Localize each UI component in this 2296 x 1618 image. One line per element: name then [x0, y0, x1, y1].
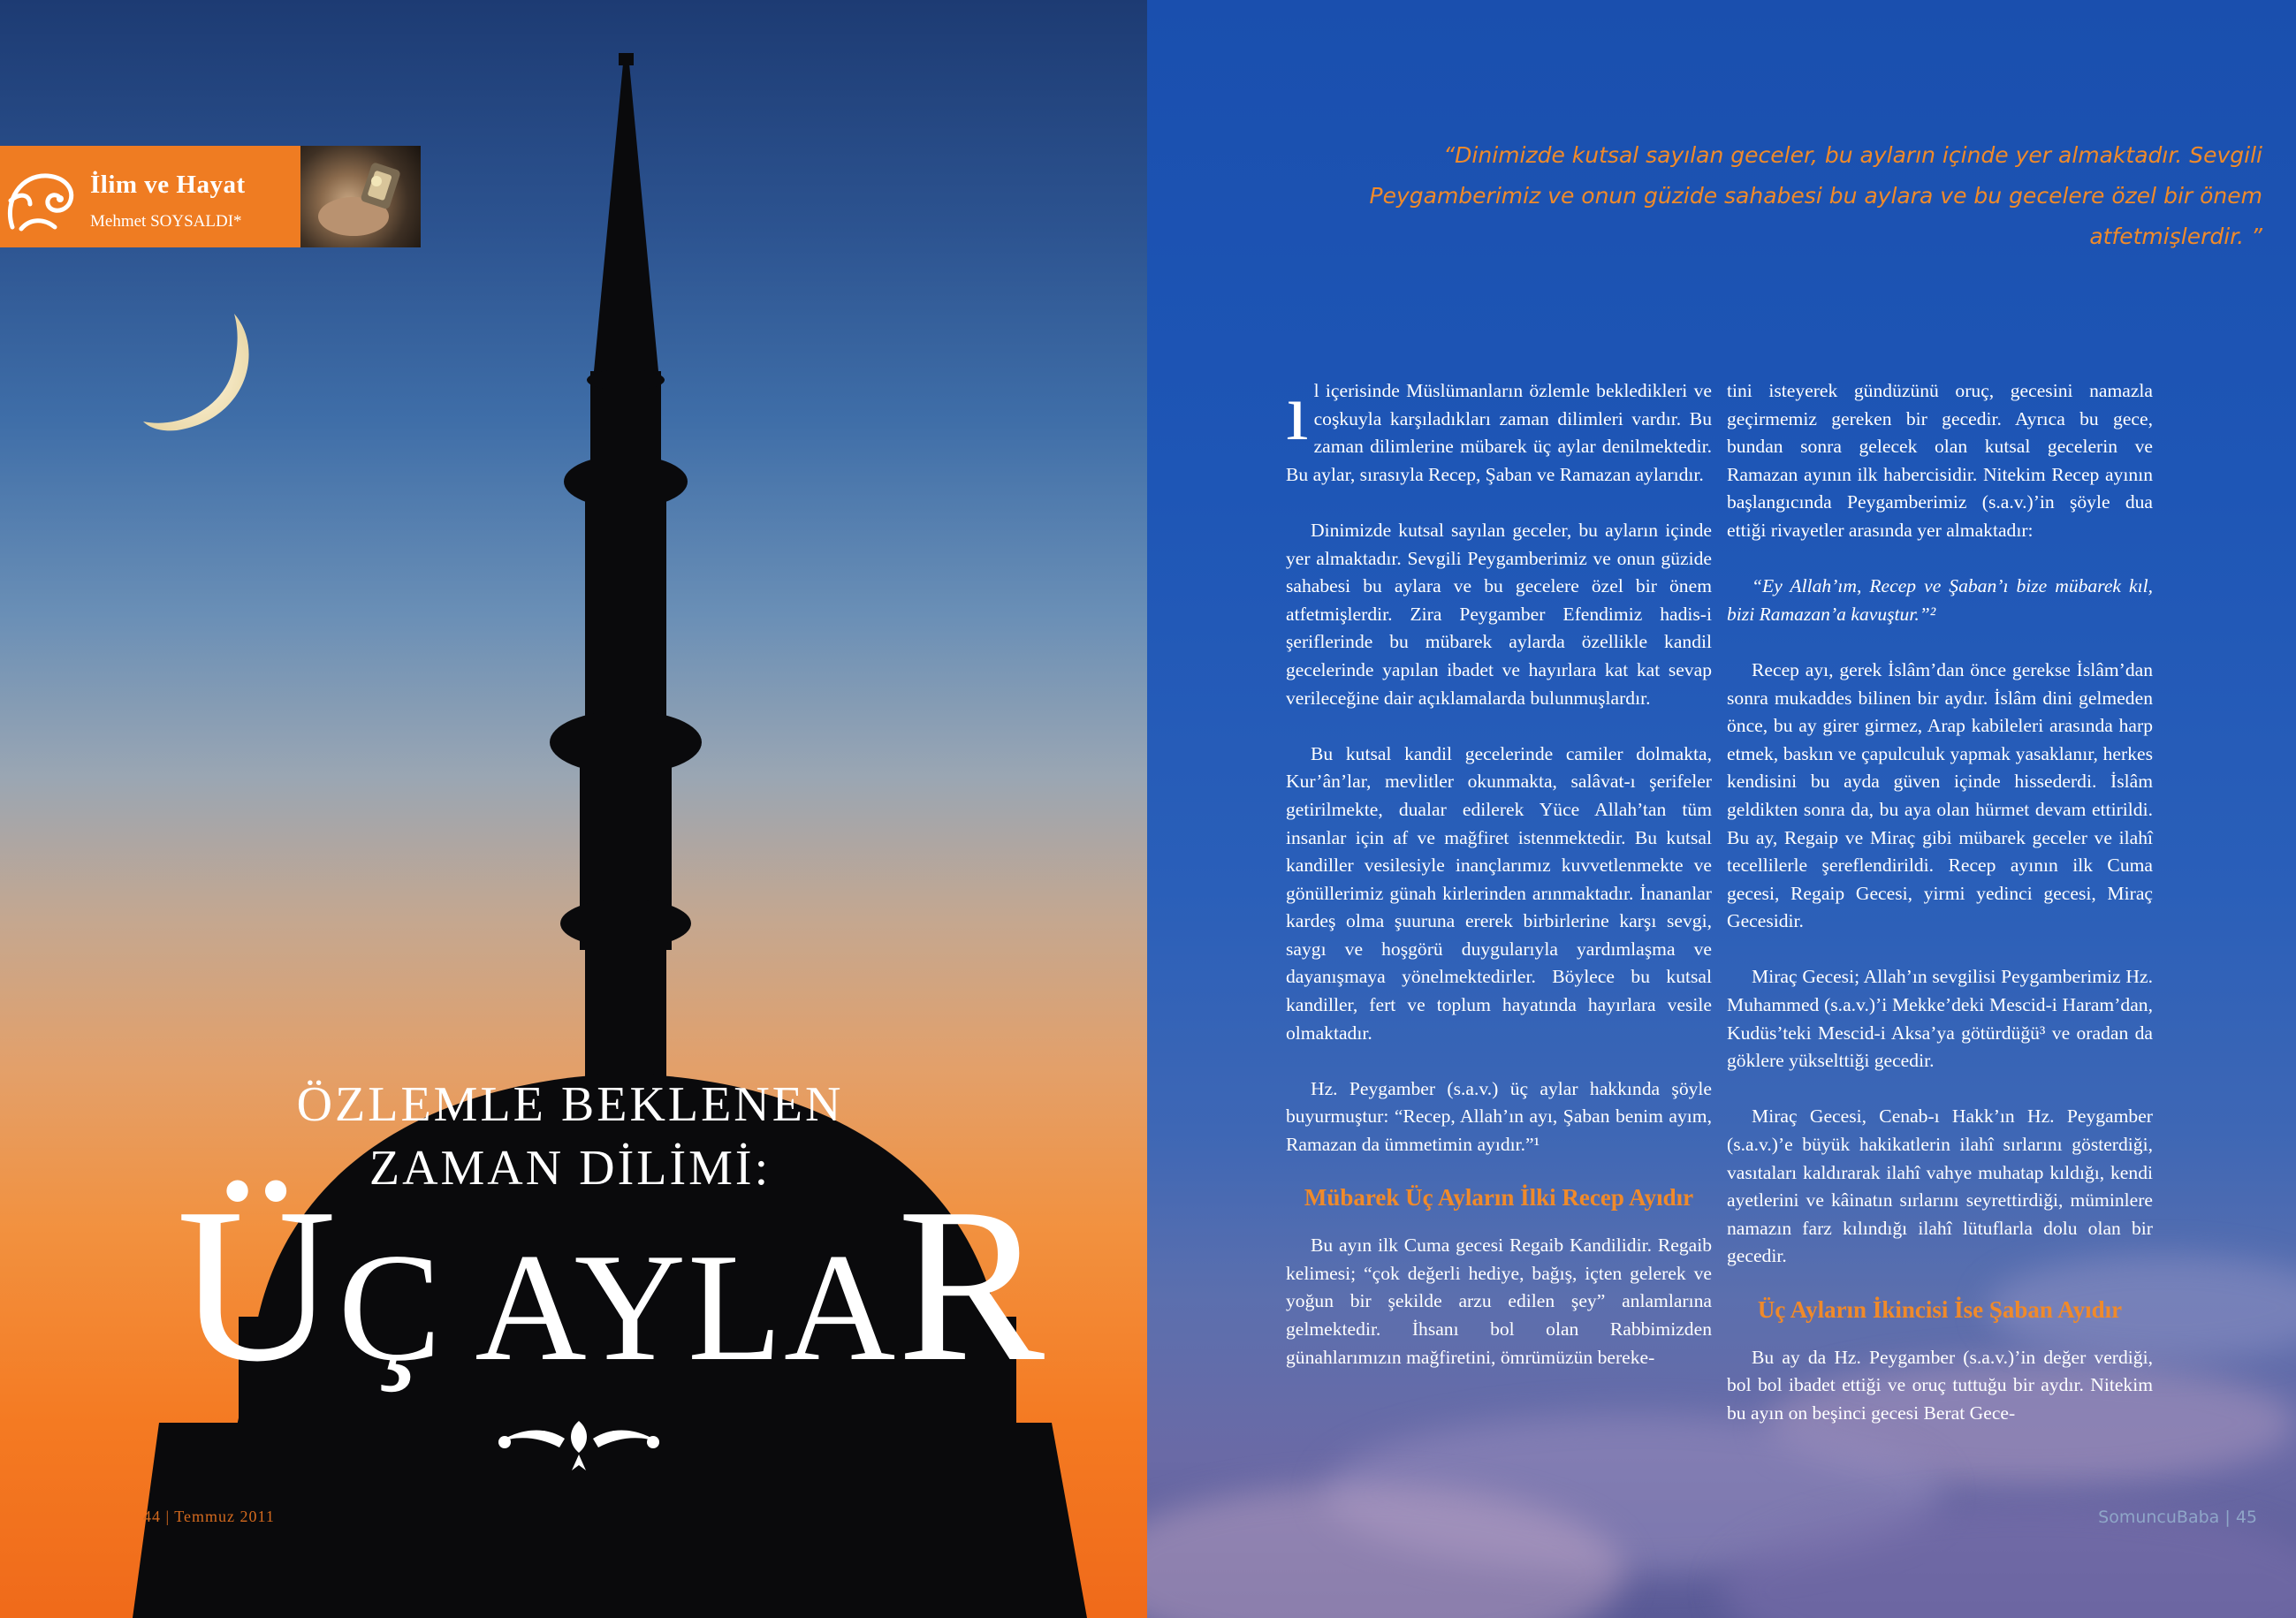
folio-separator: |: [2224, 1508, 2236, 1527]
hadith-quote: “Ey Allah’ım, Recep ve Şaban’ı bize mübarek kıl, bizi Ramazan’a kavuştur.”²: [1727, 575, 2153, 625]
headline-line-1: ÖZLEMLE BEKLENEN: [296, 1077, 844, 1132]
headline-letter-u: Ü: [177, 1163, 338, 1408]
right-page: [1147, 0, 2296, 1618]
author-name: Mehmet SOYSALDI*: [90, 212, 242, 231]
section-tab: [0, 146, 300, 247]
article-paragraph: Bu ayın ilk Cuma gecesi Regaib Kandilidir. Regaib kelimesi; “çok değerli hediye, bağış, içten gelerek ve yoğun bir şekilde arzu edilen şey” anlamlarına gelmektedir. İhsanı bol olan Rabbimizden günahlarımızın mağfiretini, ömrümüzün bereke-: [1286, 1234, 1712, 1368]
article-paragraph: [1286, 367, 1712, 489]
article-paragraph: Recep ayı, gerek İslâm’dan önce gerekse İslâm’dan sonra mukaddes bilinen bir aydır. İslâm dini gelmeden önce, bu ay girer girmez, Arap kabileleri arasında harp etmek, baskın ve çapulculuk yapmak yasaklanır, herkes kendisini bu ayda güven içinde hissederdi. İslâm geldikten sonra da, bu aya olan hürmet devam ettirildi. Bu ay, Regaip ve Miraç gibi mübarek geceler ve ilahî tecellilerle şereflendirildi. Recep ayının ilk Cuma gecesi, Regaip Gecesi, yirmi yedinci gecesi, Miraç Gecesidir.: [1727, 658, 2153, 932]
swirl-ornament-icon: [4, 165, 83, 234]
section-title: İlim ve Hayat: [90, 171, 246, 199]
page-number-right: 45: [2235, 1508, 2257, 1527]
magazine-name: SomuncuBaba: [2098, 1508, 2220, 1527]
paragraph-text: l içerisinde Müslümanların özlemle bekledikleri ve coşkuyla karşıladıkları zaman dilimleri vardır. Bu zaman dilimlerine mübarek üç aylar denilmektedir. Bu aylar, sırasıyla Recep, Şaban ve Ramazan aylarıdır.: [1286, 380, 1712, 485]
fleuron-ornament-icon: [490, 1412, 667, 1474]
headline-middle: Ç AYLA: [338, 1221, 898, 1393]
headline-line-2: ZAMAN DİLİMİ:: [369, 1141, 772, 1196]
drop-cap: ı: [1286, 367, 1309, 457]
article-paragraph: Bu kutsal kandil gecelerinde camiler dolmakta, Kur’ân’lar, mevlitler okunmakta, salâvat-ı şerifeler getirilmekte, dualar edilerek Yüce Allah’tan tüm insanlar için af ve mağfiret istenmektedir. Bu kutsal kandiller vesilesiyle inançlarımız kuvvetlenmekte ve gönüllerimiz günah kirlerinden arınmaktadır. İnananlar kardeş olma şuuruna ererek birbirlerine karşı sevgi, saygı ve hoşgörü duygularıyla yardımlaşma ve dayanışmaya yönelmektedirler. Böylece bu kutsal kandiller, fert ve toplum hayatında hayırlara vesile olmaktadır.: [1286, 742, 1712, 1044]
folio-separator: |: [165, 1508, 175, 1525]
headline-letter-r: R: [897, 1163, 1047, 1408]
article-paragraph: Dinimizde kutsal sayılan geceler, bu ayların içinde yer almaktadır. Sevgili Peygamberimiz ve onun güzide sahabesi bu aylara ve bu gecelere özel bir önem atfetmişlerdir. Zira Peygamber Efendimiz hadis-i şeriflerinde bu mübarek aylarda özellikle kandil gecelerinde yapılan ibadet ve hayırlara kat kat sevap verileceğine dair açıklamalarda bulunmuşlardır.: [1286, 519, 1712, 709]
article-column-2: [1727, 377, 2153, 1455]
left-page: [0, 0, 1147, 1618]
article-paragraph: Hz. Peygamber (s.a.v.) üç aylar hakkında şöyle buyurmuştur: “Recep, Allah’ın ayı, Şaban benim ayım, Ramazan da ümmetimin ayıdır.”¹: [1286, 1077, 1712, 1156]
article-paragraph: tini isteyerek gündüzünü oruç, gecesini namazla geçirmemiz gereken bir gecedir. Ayrıca bu gece, bundan sonra gelecek olan kutsal gecelerin ve Ramazan ayının ilk habercisidir. Nitekim Recep ayının başlangıcında Peygamberimiz (s.a.v.)’in şöyle dua ettiği rivayetler arasında yer almaktadır:: [1727, 380, 2153, 541]
article-paragraph: Bu ay da Hz. Peygamber (s.a.v.)’in değer verdiği, bol bol ibadet ettiği ve oruç tuttuğu bir aydır. Nitekim bu ayın on beşinci gecesi Berat Gece-: [1727, 1346, 2153, 1424]
folio-left: [143, 1508, 275, 1526]
folio-right: [2098, 1508, 2257, 1527]
subheading-saban: Üç Ayların İkincisi İse Şaban Ayıdır: [1757, 1295, 2123, 1323]
article-column-1: [1286, 367, 1712, 1400]
subheading-recep: Mübarek Üç Ayların İlki Recep Ayıdır: [1304, 1184, 1694, 1212]
section-thumbnail-image: [300, 146, 421, 247]
article-paragraph: Miraç Gecesi, Cenab-ı Hakk’ın Hz. Peygamber (s.a.v.)’e büyük hakikatlerin ilahî sırlarını gösterdiği, vasıtaları kaldırarak ilahî vahye muhatap kıldığı, kendi ayetlerini ve kâinatın sırlarını seyrettirdiği, müminlere namazın farz kılındığı ilahî lütuflarla dolu olan bir gecedir.: [1727, 1105, 2153, 1267]
pull-quote: “Dinimizde kutsal sayılan geceler, bu ayların içinde yer almaktadır. Sevgili Peygamberimiz ve onun güzide sahabesi bu aylara ve bu gecelere özel bir önem atfetmişlerdir. ”: [1369, 142, 2262, 249]
issue-date: Temmuz 2011: [174, 1508, 275, 1525]
page-number-left: 44: [143, 1508, 161, 1525]
hand-with-lamp-illustration: [300, 146, 421, 247]
article-paragraph: Miraç Gecesi; Allah’ın sevgilisi Peygamberimiz Hz. Muhammed (s.a.v.)’i Mekke’deki Mescid-i Haram’dan, Kudüs’teki Mescid-i Aksa’ya götürdüğü³ ve oradan da göklere yükselttiği gecedir.: [1727, 966, 2153, 1072]
